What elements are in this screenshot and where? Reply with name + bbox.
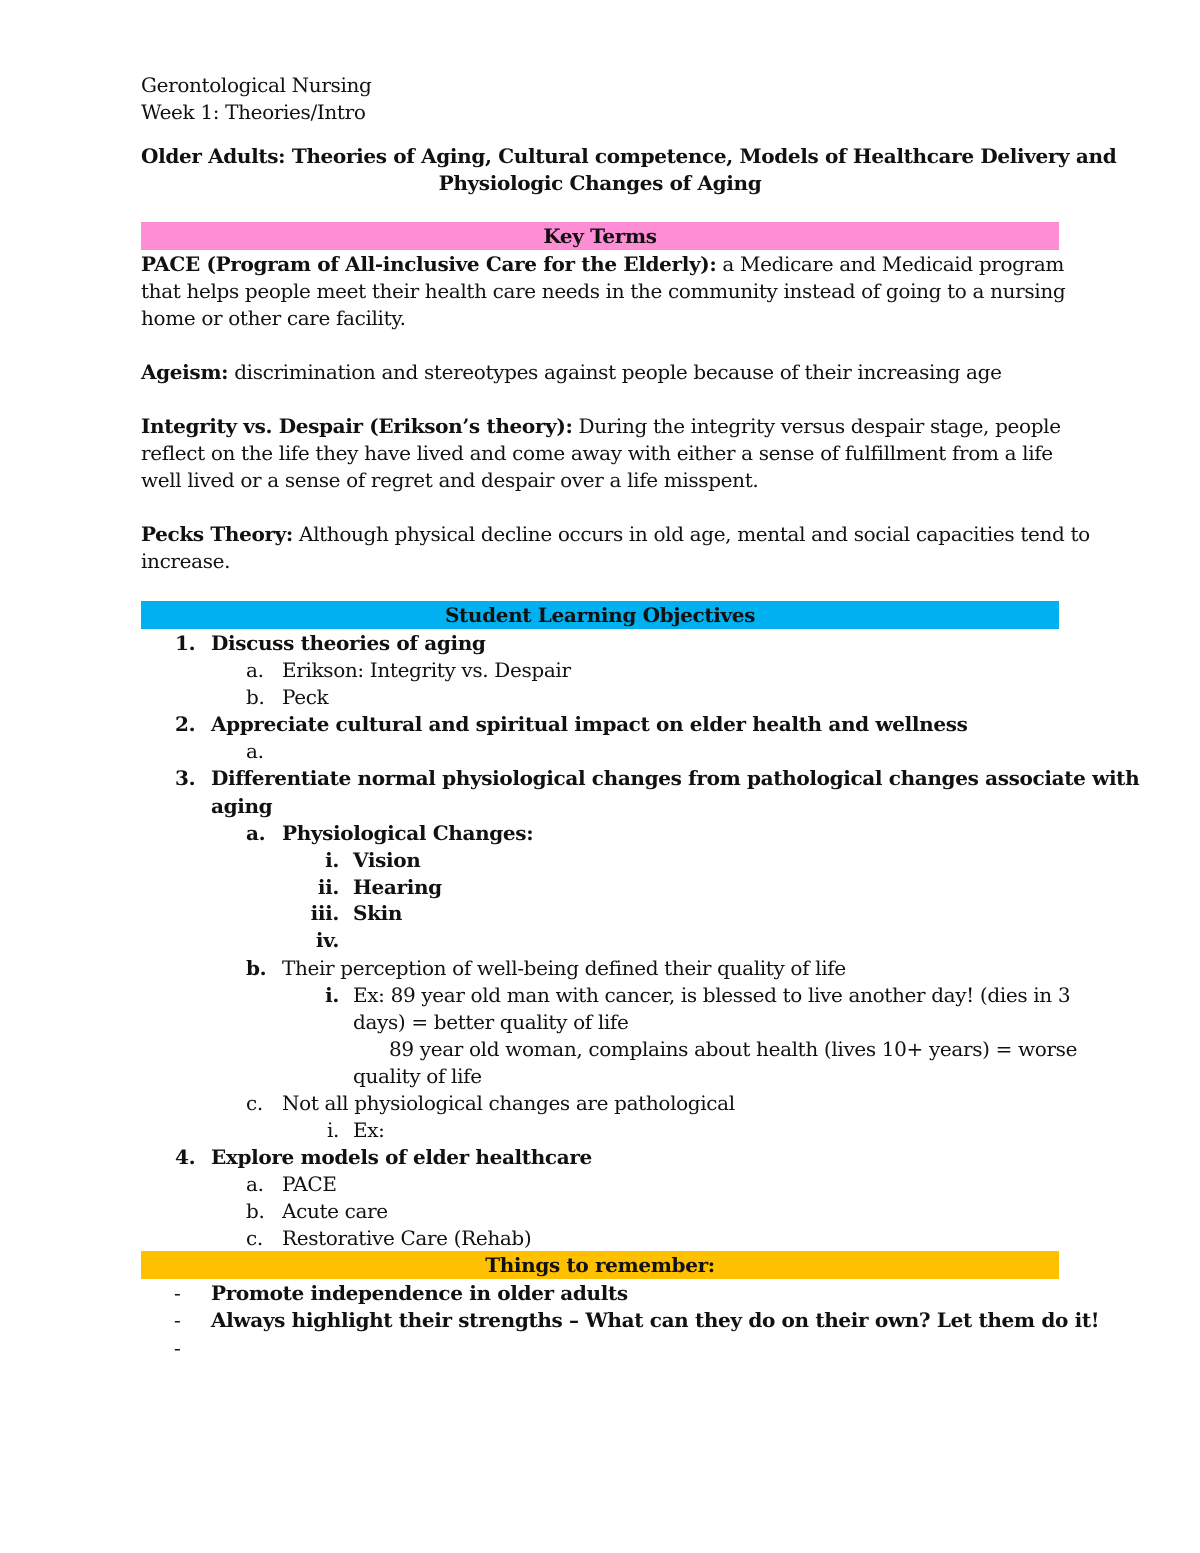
bullet-dash: -	[174, 1281, 181, 1305]
roman-numeral: i.	[325, 983, 339, 1007]
sub-item-letter: c.	[246, 1091, 263, 1115]
document-title-line-2: Physiologic Changes of Aging	[438, 171, 762, 195]
remember-item: Promote independence in older adults	[211, 1281, 628, 1305]
objective-text: Discuss theories of aging	[211, 631, 486, 655]
term-ageism-definition: discrimination and stereotypes against people because of their increasing age	[228, 360, 1002, 384]
sub-item-text: Their perception of well-being defined their quality of life	[282, 956, 846, 980]
term-pace-label: PACE (Program of All-inclusive Care for the Elderly):	[141, 252, 717, 276]
example-text: Ex: 89 year old man with cancer, is blessed to live another day! (dies in 3	[353, 983, 1071, 1007]
objective-text: Appreciate cultural and spiritual impact on elder health and wellness	[211, 712, 968, 736]
roman-numeral: iv.	[315, 928, 339, 952]
sub-item-letter: a.	[246, 658, 264, 682]
objective-text-continued: aging	[211, 794, 273, 818]
example-text: Ex:	[353, 1118, 385, 1142]
roman-item-text: Hearing	[353, 875, 442, 899]
bullet-dash: -	[174, 1336, 181, 1360]
sub-item-text: Physiological Changes:	[282, 821, 534, 845]
objective-number: 4.	[175, 1145, 196, 1169]
roman-numeral: i.	[326, 1118, 339, 1142]
sub-item-text: Acute care	[282, 1199, 388, 1223]
term-integrity-label: Integrity vs. Despair (Erikson’s theory):	[141, 414, 573, 438]
sub-item-letter: a.	[246, 821, 266, 845]
sub-item-text: Restorative Care (Rehab)	[282, 1226, 532, 1250]
sub-item-letter: b.	[246, 685, 265, 709]
objective-number: 1.	[175, 631, 196, 655]
sub-item-letter: b.	[246, 956, 267, 980]
term-ageism	[141, 359, 1002, 386]
term-pace-definition: a Medicare and Medicaid program	[716, 252, 1065, 276]
objective-number: 3.	[175, 766, 196, 790]
term-pecks-definition-2: increase.	[141, 549, 231, 573]
bullet-dash: -	[174, 1308, 181, 1332]
term-pace	[141, 251, 1064, 278]
sub-item-letter: a.	[246, 1172, 264, 1196]
example-text-continued: days) = better quality of life	[353, 1010, 629, 1034]
objectives-heading: Student Learning Objectives	[141, 601, 1059, 629]
objective-number: 2.	[175, 712, 196, 736]
term-integrity-definition-3: well lived or a sense of regret and despair over a life misspent.	[141, 468, 759, 492]
objective-text: Differentiate normal physiological changes from pathological changes associate with	[211, 766, 1140, 790]
term-integrity-definition: During the integrity versus despair stage, people	[572, 414, 1061, 438]
term-pecks	[141, 521, 1090, 548]
roman-numeral: i.	[325, 848, 339, 872]
document-title-line-1: Older Adults: Theories of Aging, Cultural competence, Models of Healthcare Delivery and	[141, 144, 1117, 168]
term-pace-definition-3: home or other care facility.	[141, 306, 406, 330]
term-pecks-label: Pecks Theory:	[141, 522, 293, 546]
things-to-remember-heading: Things to remember:	[141, 1251, 1059, 1279]
term-ageism-label: Ageism:	[141, 360, 229, 384]
sub-item-text: Peck	[282, 685, 329, 709]
week-label: Week 1: Theories/Intro	[141, 100, 366, 124]
sub-item-text: PACE	[282, 1172, 337, 1196]
remember-item: Always highlight their strengths – What can they do on their own? Let them do it!	[211, 1308, 1100, 1332]
term-pecks-definition: Although physical decline occurs in old age, mental and social capacities tend to	[292, 522, 1090, 546]
term-integrity	[141, 413, 1061, 440]
key-terms-heading: Key Terms	[141, 222, 1059, 250]
sub-item-text: Erikson: Integrity vs. Despair	[282, 658, 571, 682]
roman-numeral: ii.	[317, 875, 339, 899]
course-name: Gerontological Nursing	[141, 73, 372, 97]
sub-item-letter: b.	[246, 1199, 265, 1223]
sub-item-letter: c.	[246, 1226, 263, 1250]
roman-item-text: Vision	[353, 848, 421, 872]
term-pace-definition-2: that helps people meet their health care needs in the community instead of going to a nursing	[141, 279, 1066, 303]
objective-text: Explore models of elder healthcare	[211, 1145, 592, 1169]
sub-item-text: Not all physiological changes are pathological	[282, 1091, 735, 1115]
example-text-continued: 89 year old woman, complains about health (lives 10+ years) = worse	[389, 1037, 1078, 1061]
term-integrity-definition-2: reflect on the life they have lived and come away with either a sense of fulfillment from a life	[141, 441, 1053, 465]
example-text-continued: quality of life	[353, 1064, 482, 1088]
roman-numeral: iii.	[310, 901, 339, 925]
sub-item-letter: a.	[246, 739, 264, 763]
roman-item-text: Skin	[353, 901, 403, 925]
